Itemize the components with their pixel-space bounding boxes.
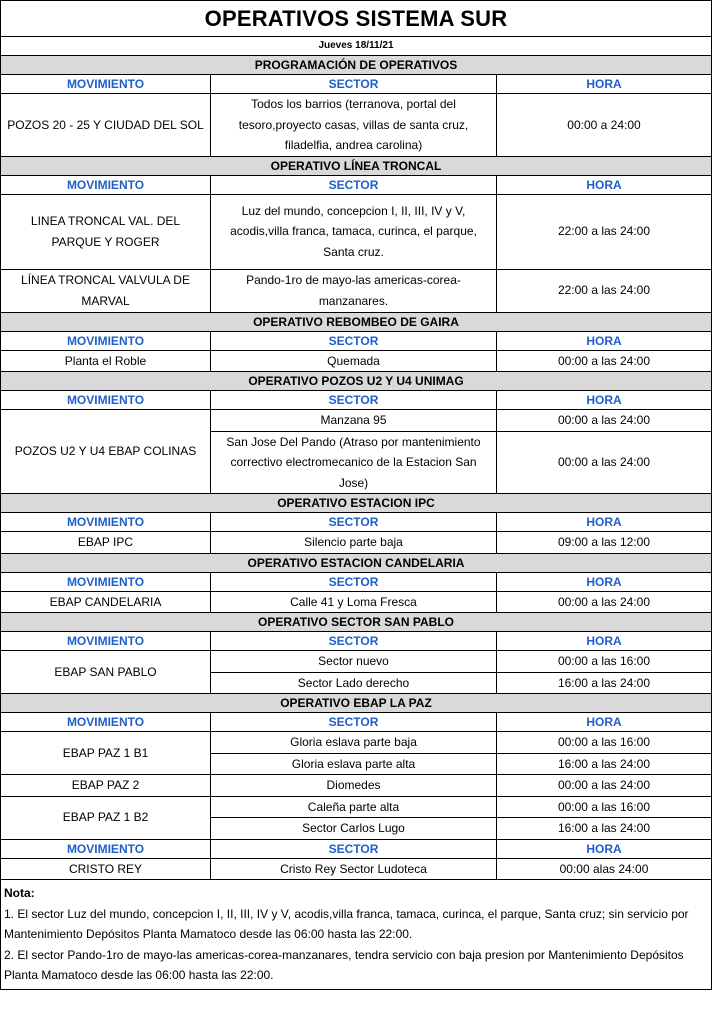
section-title-row bbox=[1, 553, 712, 572]
hora-cell: 00:00 a las 24:00 bbox=[497, 431, 712, 494]
header-movimiento: MOVIMIENTO bbox=[1, 572, 211, 591]
header-movimiento: MOVIMIENTO bbox=[1, 513, 211, 532]
header-sector: SECTOR bbox=[211, 632, 497, 651]
sector-cell: Gloria eslava parte baja bbox=[211, 732, 497, 754]
section-title: OPERATIVO ESTACION CANDELARIA bbox=[1, 553, 712, 572]
hora-cell: 22:00 a las 24:00 bbox=[497, 194, 712, 269]
header-hora: HORA bbox=[497, 331, 712, 350]
header-sector: SECTOR bbox=[211, 75, 497, 94]
column-header-row bbox=[1, 713, 712, 732]
movimiento-cell: LINEA TRONCAL VAL. DEL PARQUE Y ROGER bbox=[1, 194, 211, 269]
note-line: 2. El sector Pando-1ro de mayo-las americas-corea-manzanares, tendra servicio con baja presion por Mantenimiento Depósitos Planta Mamatoco desde las 06:00 hasta las 22:00. bbox=[4, 947, 684, 982]
note-row bbox=[1, 880, 712, 990]
hora-cell: 16:00 a las 24:00 bbox=[497, 753, 712, 775]
section-title-row bbox=[1, 694, 712, 713]
sector-cell: Silencio parte baja bbox=[211, 532, 497, 554]
sector-cell: Sector Lado derecho bbox=[211, 672, 497, 694]
header-movimiento: MOVIMIENTO bbox=[1, 632, 211, 651]
hora-cell: 09:00 a las 12:00 bbox=[497, 532, 712, 554]
sector-cell: Diomedes bbox=[211, 775, 497, 797]
section-title: OPERATIVO SECTOR SAN PABLO bbox=[1, 613, 712, 632]
sector-cell: Sector Carlos Lugo bbox=[211, 818, 497, 840]
table-row bbox=[1, 410, 712, 432]
header-movimiento: MOVIMIENTO bbox=[1, 391, 211, 410]
header-hora: HORA bbox=[497, 513, 712, 532]
section-title: OPERATIVO ESTACION IPC bbox=[1, 494, 712, 513]
header-movimiento: MOVIMIENTO bbox=[1, 839, 211, 858]
table-row bbox=[1, 591, 712, 613]
hora-cell: 00:00 a las 16:00 bbox=[497, 796, 712, 818]
page-title: OPERATIVOS SISTEMA SUR bbox=[1, 1, 712, 37]
movimiento-cell: POZOS 20 - 25 Y CIUDAD DEL SOL bbox=[1, 94, 211, 157]
report-date: Jueves 18/11/21 bbox=[1, 37, 712, 56]
sector-cell: Caleña parte alta bbox=[211, 796, 497, 818]
hora-cell: 00:00 alas 24:00 bbox=[497, 858, 712, 880]
sector-cell: Quemada bbox=[211, 350, 497, 372]
column-header-row bbox=[1, 391, 712, 410]
header-movimiento: MOVIMIENTO bbox=[1, 713, 211, 732]
movimiento-cell: EBAP PAZ 2 bbox=[1, 775, 211, 797]
movimiento-cell: Planta el Roble bbox=[1, 350, 211, 372]
column-header-row bbox=[1, 839, 712, 858]
movimiento-cell: EBAP PAZ 1 B1 bbox=[1, 732, 211, 775]
section-title-row bbox=[1, 613, 712, 632]
table-row bbox=[1, 796, 712, 818]
section-title-row bbox=[1, 494, 712, 513]
header-hora: HORA bbox=[497, 572, 712, 591]
hora-cell: 00:00 a 24:00 bbox=[497, 94, 712, 157]
header-hora: HORA bbox=[497, 839, 712, 858]
hora-cell: 00:00 a las 24:00 bbox=[497, 591, 712, 613]
section-title: OPERATIVO LÍNEA TRONCAL bbox=[1, 156, 712, 175]
section-title-row bbox=[1, 312, 712, 331]
section-title: PROGRAMACIÓN DE OPERATIVOS bbox=[1, 56, 712, 75]
section-title-row bbox=[1, 372, 712, 391]
sector-cell: Luz del mundo, concepcion I, II, III, IV y V, acodis,villa franca, tamaca, curinca, el parque, Santa cruz. bbox=[211, 194, 497, 269]
header-hora: HORA bbox=[497, 391, 712, 410]
movimiento-cell: POZOS U2 Y U4 EBAP COLINAS bbox=[1, 410, 211, 494]
movimiento-cell: EBAP SAN PABLO bbox=[1, 651, 211, 694]
movimiento-cell: LÍNEA TRONCAL VALVULA DE MARVAL bbox=[1, 269, 211, 312]
header-hora: HORA bbox=[497, 713, 712, 732]
hora-cell: 16:00 a las 24:00 bbox=[497, 672, 712, 694]
header-hora: HORA bbox=[497, 175, 712, 194]
table-row bbox=[1, 269, 712, 312]
table-row bbox=[1, 651, 712, 673]
column-header-row bbox=[1, 331, 712, 350]
sector-cell: Cristo Rey Sector Ludoteca bbox=[211, 858, 497, 880]
table-row bbox=[1, 732, 712, 754]
sector-cell: Gloria eslava parte alta bbox=[211, 753, 497, 775]
hora-cell: 22:00 a las 24:00 bbox=[497, 269, 712, 312]
column-header-row bbox=[1, 632, 712, 651]
header-sector: SECTOR bbox=[211, 331, 497, 350]
table-row bbox=[1, 350, 712, 372]
note-line: 1. El sector Luz del mundo, concepcion I, II, III, IV y V, acodis,villa franca, tamaca, curinca, el parque, Santa cruz; sin servicio por Mantenimiento Depósitos Planta Mamatoco desde las 06:00 hasta las 22:00. bbox=[4, 906, 689, 941]
header-sector: SECTOR bbox=[211, 713, 497, 732]
column-header-row bbox=[1, 572, 712, 591]
header-sector: SECTOR bbox=[211, 175, 497, 194]
header-sector: SECTOR bbox=[211, 839, 497, 858]
header-hora: HORA bbox=[497, 75, 712, 94]
header-sector: SECTOR bbox=[211, 572, 497, 591]
sector-cell: Todos los barrios (terranova, portal del tesoro,proyecto casas, villas de santa cruz, filadelfia, andrea carolina) bbox=[211, 94, 497, 157]
hora-cell: 16:00 a las 24:00 bbox=[497, 818, 712, 840]
table-row bbox=[1, 194, 712, 269]
sector-cell: Calle 41 y Loma Fresca bbox=[211, 591, 497, 613]
column-header-row bbox=[1, 175, 712, 194]
note-cell bbox=[1, 880, 712, 990]
header-movimiento: MOVIMIENTO bbox=[1, 175, 211, 194]
hora-cell: 00:00 a las 24:00 bbox=[497, 350, 712, 372]
table-row bbox=[1, 94, 712, 157]
header-hora: HORA bbox=[497, 632, 712, 651]
column-header-row bbox=[1, 75, 712, 94]
movimiento-cell: EBAP PAZ 1 B2 bbox=[1, 796, 211, 839]
header-movimiento: MOVIMIENTO bbox=[1, 331, 211, 350]
hora-cell: 00:00 a las 16:00 bbox=[497, 732, 712, 754]
movimiento-cell: CRISTO REY bbox=[1, 858, 211, 880]
header-movimiento: MOVIMIENTO bbox=[1, 75, 211, 94]
hora-cell: 00:00 a las 24:00 bbox=[497, 775, 712, 797]
section-title: OPERATIVO REBOMBEO DE GAIRA bbox=[1, 312, 712, 331]
hora-cell: 00:00 a las 24:00 bbox=[497, 410, 712, 432]
section-title: OPERATIVO EBAP LA PAZ bbox=[1, 694, 712, 713]
table-row bbox=[1, 775, 712, 797]
table-row bbox=[1, 858, 712, 880]
hora-cell: 00:00 a las 16:00 bbox=[497, 651, 712, 673]
sector-cell: Pando-1ro de mayo-las americas-corea-manzanares. bbox=[211, 269, 497, 312]
movimiento-cell: EBAP CANDELARIA bbox=[1, 591, 211, 613]
sector-cell: Sector nuevo bbox=[211, 651, 497, 673]
header-sector: SECTOR bbox=[211, 391, 497, 410]
section-title-row bbox=[1, 156, 712, 175]
section-title: OPERATIVO POZOS U2 Y U4 UNIMAG bbox=[1, 372, 712, 391]
section-title-row bbox=[1, 56, 712, 75]
sector-cell: San Jose Del Pando (Atraso por mantenimiento correctivo electromecanico de la Estacion San Jose) bbox=[211, 431, 497, 494]
table-row bbox=[1, 532, 712, 554]
sector-cell: Manzana 95 bbox=[211, 410, 497, 432]
column-header-row bbox=[1, 513, 712, 532]
note-title: Nota: bbox=[4, 886, 35, 900]
movimiento-cell: EBAP IPC bbox=[1, 532, 211, 554]
header-sector: SECTOR bbox=[211, 513, 497, 532]
